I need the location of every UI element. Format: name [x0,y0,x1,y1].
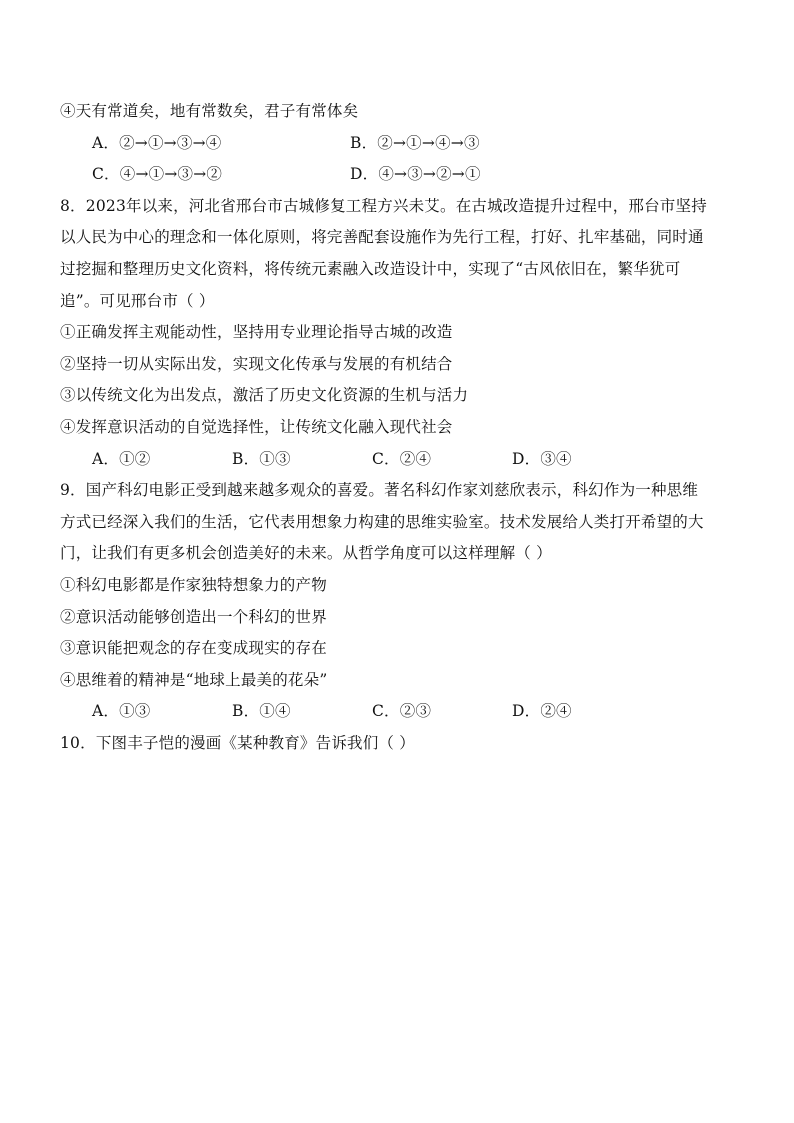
q9-option-a: A．①③ [92,702,151,721]
question-10 [60,728,740,760]
exam-page [60,96,740,759]
q9-statement-2: ②意识活动能够创造出一个科幻的世界 [60,607,327,626]
prev-option-b: B．②→①→④→③ [350,133,480,152]
q8-option-d: D．③④ [512,449,572,468]
q8-statement-1: ①正确发挥主观能动性，坚持用专业理论指导古城的改造 [60,323,453,342]
q9-options [60,696,740,728]
prev-options-row-2 [60,159,740,191]
prev-option-d: D．④→③→②→① [350,165,481,184]
q8-stem-line: 过挖掘和整理历史文化资料，将传统元素融入改造设计中，实现了“古风依旧在，繁华犹可 [60,259,681,278]
q8-statement-3: ③以传统文化为出发点，激活了历史文化资源的生机与活力 [60,386,469,405]
q9-statement-3: ③意识能把观念的存在变成现实的存在 [60,639,327,658]
q9-option-c: C．②③ [372,702,432,721]
q8-stem-line: 以人民为中心的理念和一体化原则，将完善配套设施作为先行工程，打好、扎牢基础，同时通 [60,228,704,247]
question-9 [60,475,740,728]
q9-option-b: B．①④ [232,702,291,721]
q8-option-a: A．①② [92,449,151,468]
q9-option-d: D．②④ [512,702,572,721]
q9-stem-line: 门，让我们有更多机会创造美好的未来。从哲学角度可以这样理解（ ） [60,544,552,563]
prev-statement-4: ④天有常道矣，地有常数矣，君子有常体矣 [60,102,359,120]
q8-options [60,444,740,476]
prev-options-row-1 [60,128,740,160]
prev-option-a: A．②→①→③→④ [92,133,222,152]
q8-option-b: B．①③ [232,449,291,468]
q9-stem-line: 方式已经深入我们的生活，它代表用想象力构建的思维实验室。技术发展给人类打开希望的大 [60,512,704,531]
question-8 [60,191,740,475]
q8-stem-line: 8．2023年以来，河北省邢台市古城修复工程方兴未艾。在古城改造提升过程中，邢台市坚持 [60,196,707,215]
q8-statement-2: ②坚持一切从实际出发，实现文化传承与发展的有机结合 [60,354,453,373]
q9-statement-4: ④思维着的精神是“地球上最美的花朵” [60,670,328,689]
q9-stem-line: 9．国产科幻电影正受到越来越多观众的喜爱。著名科幻作家刘慈欣表示，科幻作为一种思维 [60,481,699,500]
q8-option-c: C．②④ [372,449,432,468]
q8-stem-line: 追”。可见邢台市（ ） [60,291,215,310]
prev-option-c: C．④→①→③→② [92,165,223,184]
q10-stem: 10．下图丰子恺的漫画《某种教育》告诉我们（ ） [60,733,415,752]
q9-statement-1: ①科幻电影都是作家独特想象力的产物 [60,575,327,594]
q8-statement-4: ④发挥意识活动的自觉选择性，让传统文化融入现代社会 [60,417,453,436]
